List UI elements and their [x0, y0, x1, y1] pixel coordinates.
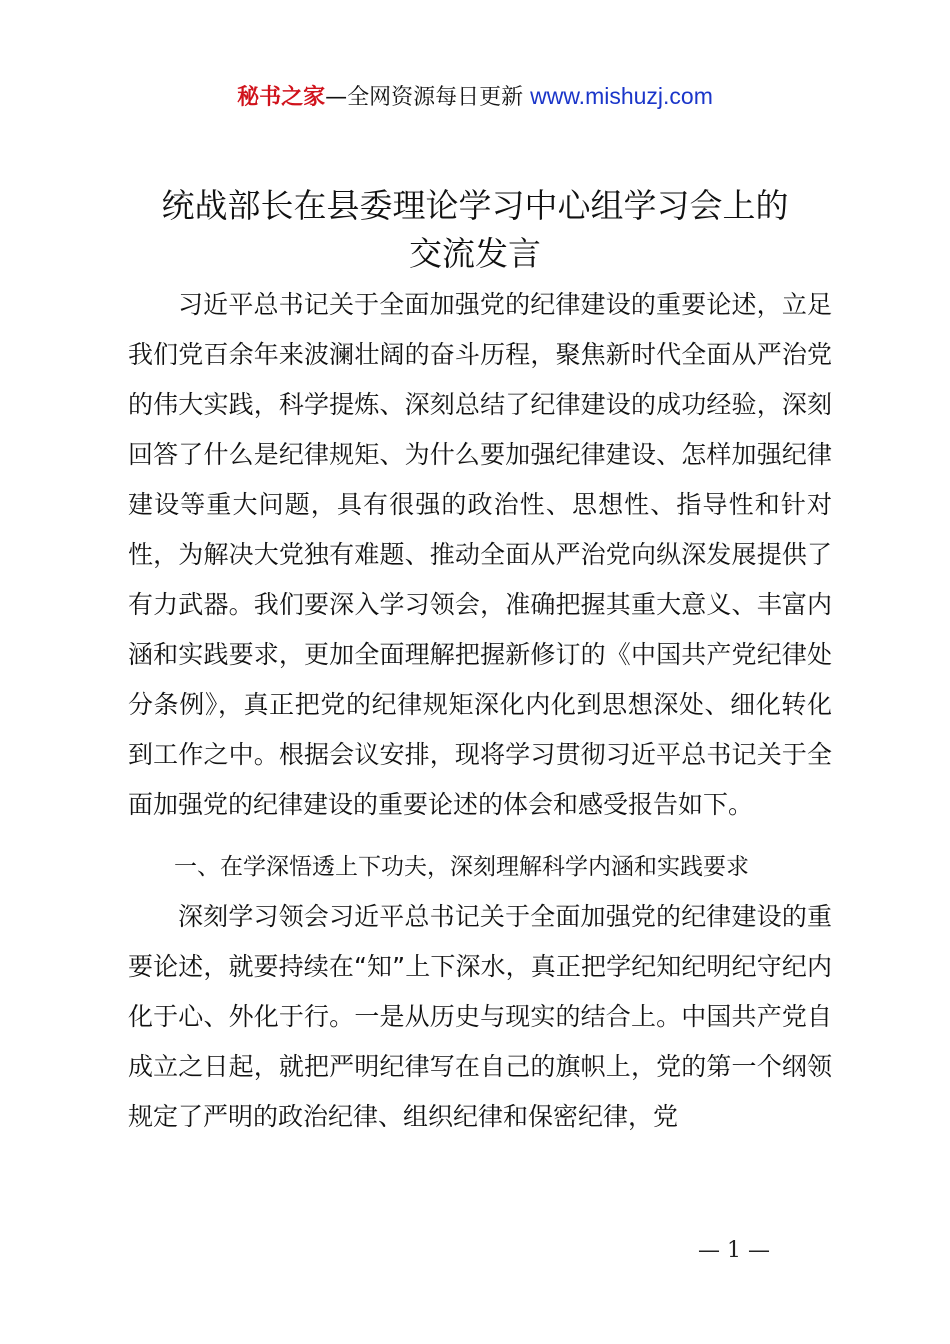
- document-title-line-2: 交流发言: [409, 234, 541, 273]
- document-title: [0, 182, 950, 278]
- intro-paragraph: 习近平总书记关于全面加强党的纪律建设的重要论述，立足我们党百余年来波澜壮阔的奋斗历程，聚焦新时代全面从严治党的伟大实践，科学提炼、深刻总结了纪律建设的成功经验，深刻回答了什么是纪律规矩、为什么要加强纪律建设、怎样加强纪律建设等重大问题，具有很强的政治性、思想性、指导性和针对性，为解决大党独有难题、推动全面从严治党向纵深发展提供了有力武器。我们要深入学习领会，准确把握其重大意义、丰富内涵和实践要求，更加全面理解把握新修订的《中国共产党纪律处分条例》，真正把党的纪律规矩深化内化到思想深处、细化转化到工作之中。根据会议安排，现将学习贯彻习近平总书记关于全面加强党的纪律建设的重要论述的体会和感受报告如下。: [128, 290, 832, 819]
- site-tagline: —全网资源每日更新: [325, 85, 524, 110]
- section-1-paragraph: 深刻学习领会习近平总书记关于全面加强党的纪律建设的重要论述，就要持续在“知”上下深水，真正把学纪知纪明纪守纪内化于心、外化于行。一是从历史与现实的结合上。中国共产党自成立之日起，就把严明纪律写在自己的旗帜上，党的第一个纲领规定了严明的政治纪律、组织纪律和保密纪律，党: [128, 902, 832, 1131]
- site-brand: 秘书之家: [237, 85, 326, 110]
- section-1-heading: 一、在学深悟透上下功夫，深刻理解科学内涵和实践要求: [174, 854, 749, 880]
- page-number: — 1 —: [698, 1238, 770, 1263]
- site-url-link[interactable]: www.mishuzj.com: [530, 83, 713, 109]
- document-title-line-1: 统战部长在县委理论学习中心组学习会上的: [161, 186, 789, 225]
- site-header: [0, 80, 950, 114]
- document-body: [128, 280, 832, 1142]
